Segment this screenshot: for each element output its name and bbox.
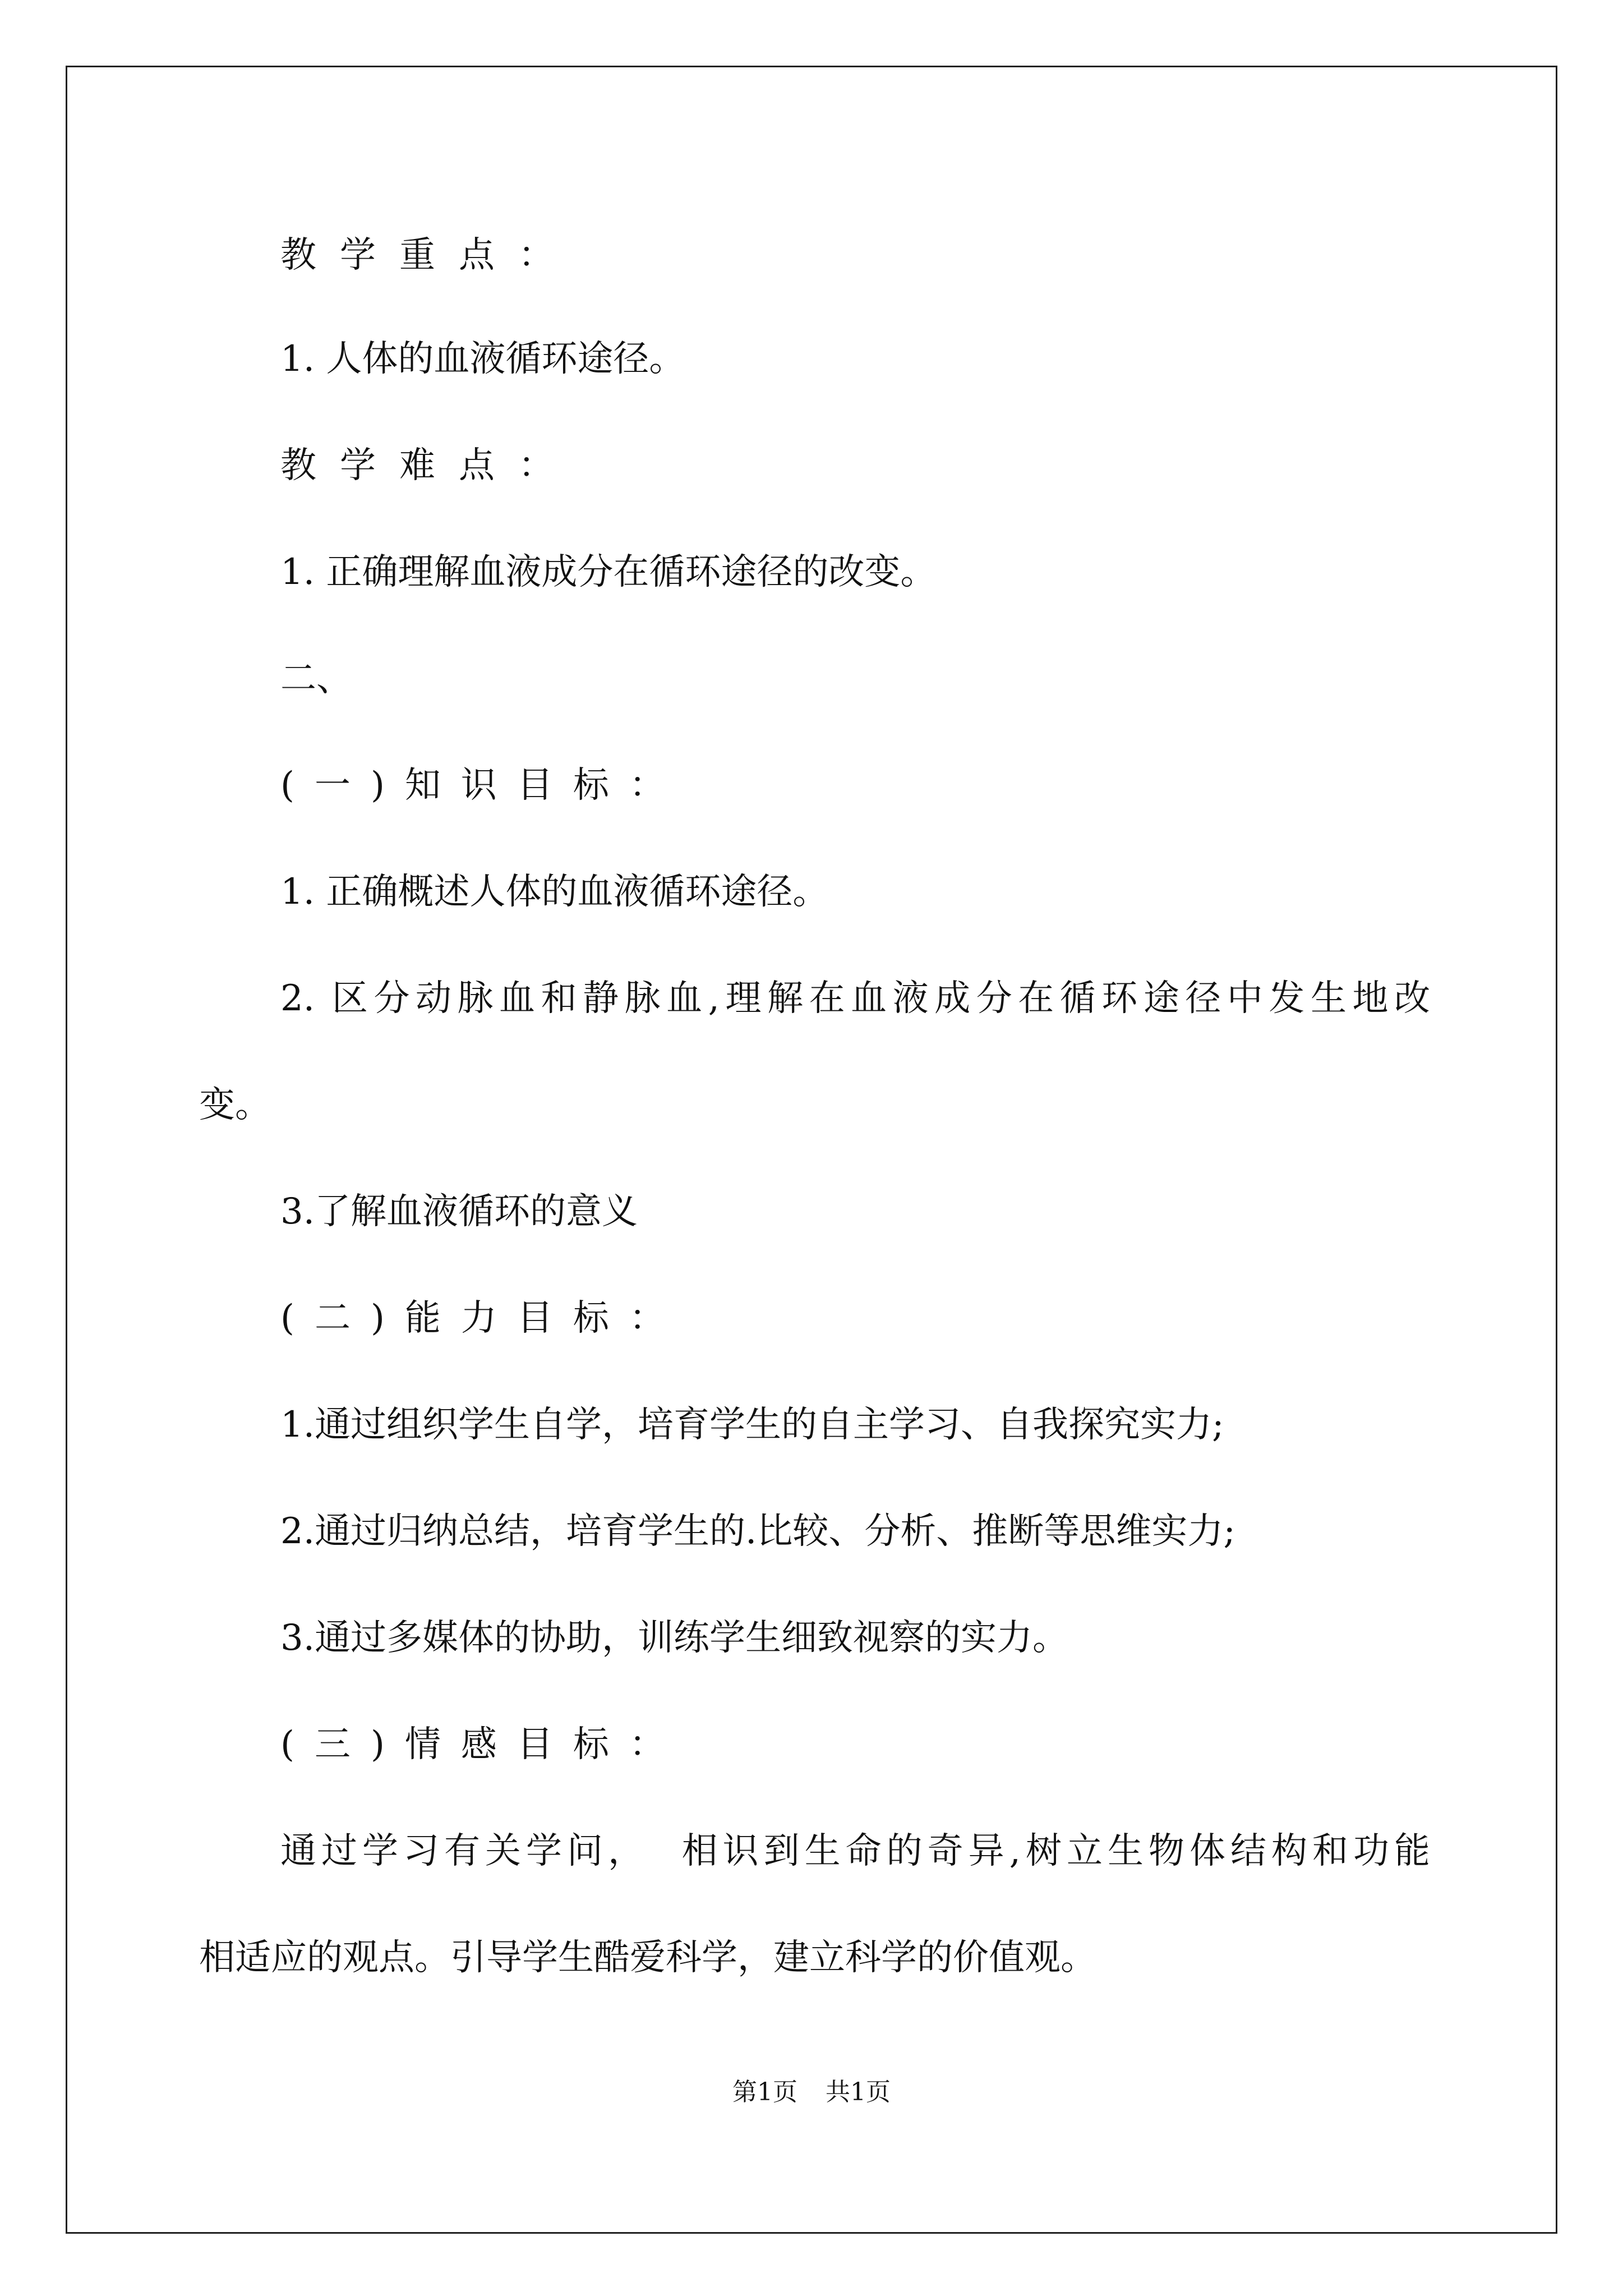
- key-point-1: 1. 人体的血液循环途径。: [280, 338, 685, 380]
- section-two-heading: 二、: [280, 658, 352, 700]
- knowledge-goal-2-continued: 变。: [199, 1084, 271, 1126]
- knowledge-goal-3: 3.了解血液循环的意义: [280, 1191, 638, 1232]
- knowledge-goal-1: 1. 正确概述人体的血液循环途径。: [280, 871, 829, 913]
- heading-difficult-points: 教学难点：: [280, 445, 578, 486]
- emotion-goal-paragraph: 通过学习有关学问， 相识到生命的奇异,树立生物体结构和功能: [280, 1830, 1430, 1872]
- page-border: [66, 66, 1557, 2234]
- knowledge-goal-2: 2. 区分动脉血和静脉血,理解在血液成分在循环途径中发生地改: [280, 978, 1430, 1019]
- page-number-current: 第1页: [732, 2078, 797, 2106]
- heading-emotion-goals: (三)情感目标：: [280, 1724, 685, 1765]
- page-footer: [0, 2076, 1623, 2109]
- ability-goal-1: 1.通过组织学生自学，培育学生的自主学习、自我探究实力;: [280, 1404, 1224, 1446]
- heading-knowledge-goals: (一)知识目标：: [280, 765, 685, 806]
- page-number-total: 共1页: [826, 2078, 891, 2106]
- heading-ability-goals: (二)能力目标：: [280, 1297, 685, 1339]
- emotion-goal-paragraph-continued: 相适应的观点。引导学生酷爱科学，建立科学的价值观。: [199, 1937, 1096, 1978]
- ability-goal-3: 3.通过多媒体的协助，训练学生细致视察的实力。: [280, 1617, 1069, 1659]
- difficult-point-1: 1. 正确理解血液成分在循环途径的改变。: [280, 551, 937, 593]
- ability-goal-2: 2.通过归纳总结，培育学生的.比较、分析、推断等思维实力;: [280, 1511, 1235, 1552]
- heading-key-points: 教学重点：: [280, 234, 578, 276]
